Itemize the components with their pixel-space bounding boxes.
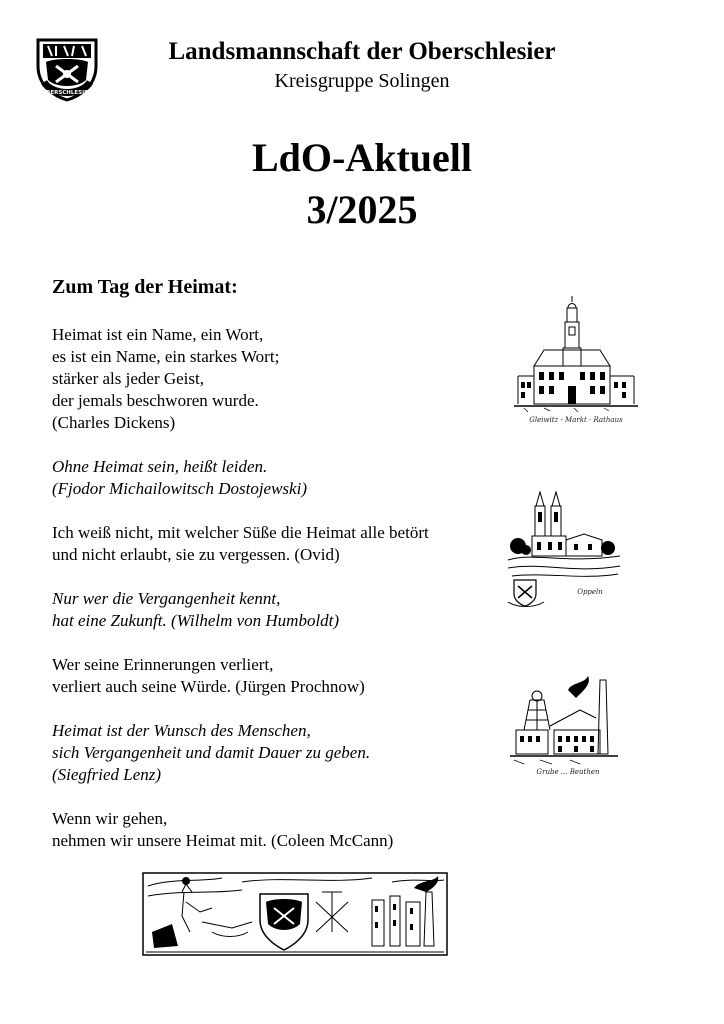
quote-line: es ist ein Name, ein starkes Wort; <box>52 347 280 366</box>
town-hall-caption: Gleiwitz - Markt · Rathaus <box>529 416 623 424</box>
quote-line: Heimat ist der Wunsch des Menschen, <box>52 721 311 740</box>
organization-logo <box>34 36 100 102</box>
quote-line: stärker als jeder Geist, <box>52 369 204 388</box>
coal-mine-illustration <box>510 670 618 778</box>
quote-line: Heimat ist ein Name, ein Wort, <box>52 325 264 344</box>
quote-line: Nur wer die Vergangenheit kennt, <box>52 589 281 608</box>
heritage-banner-icon <box>142 872 448 956</box>
quote-humboldt <box>52 588 512 632</box>
quote-line: der jemals beschworen wurde. <box>52 391 259 410</box>
heritage-banner-illustration <box>142 872 448 956</box>
quote-line: sich Vergangenheit und damit Dauer zu geben. <box>52 743 371 762</box>
quote-lenz <box>52 720 512 786</box>
quote-dostojewski <box>52 456 512 500</box>
cathedral-icon <box>504 490 622 610</box>
organization-name: Landsmannschaft der Oberschlesier <box>168 38 556 65</box>
coal-mine-caption: Grube ... Beuthen <box>536 768 600 776</box>
quote-dickens <box>52 324 512 434</box>
logo-text: OBERSCHLESIEN <box>41 90 93 96</box>
quote-line: Ohne Heimat sein, heißt leiden. <box>52 457 268 476</box>
coal-mine-icon <box>510 670 618 778</box>
quote-line: Wenn wir gehen, <box>52 809 168 828</box>
quote-line: Ich weiß nicht, mit welcher Süße die Heimat alle betört <box>52 523 429 542</box>
quote-mccann <box>52 808 512 852</box>
quote-line: und nicht erlaubt, sie zu vergessen. (Ovid) <box>52 545 340 564</box>
cathedral-illustration <box>504 490 622 610</box>
group-name: Kreisgruppe Solingen <box>274 70 450 92</box>
town-hall-illustration <box>514 294 638 426</box>
town-hall-icon <box>514 294 638 426</box>
newsletter-title: LdO-Aktuell <box>251 135 473 180</box>
quotes-list <box>52 324 512 874</box>
issue-number: 3/2025 <box>306 187 418 232</box>
quote-line: Wer seine Erinnerungen verliert, <box>52 655 274 674</box>
quote-line: verliert auch seine Würde. (Jürgen Prochnow) <box>52 677 365 696</box>
shield-emblem-icon <box>34 36 100 102</box>
quote-ovid <box>52 522 512 566</box>
quote-line: (Charles Dickens) <box>52 413 176 432</box>
cathedral-caption: Oppeln <box>577 588 603 596</box>
quote-prochnow <box>52 654 512 698</box>
quote-line: (Fjodor Michailowitsch Dostojewski) <box>52 479 307 498</box>
quote-line: (Siegfried Lenz) <box>52 765 162 784</box>
quote-line: nehmen wir unsere Heimat mit. (Coleen McCann) <box>52 831 394 850</box>
section-title: Zum Tag der Heimat: <box>52 276 238 298</box>
quote-line: hat eine Zukunft. (Wilhelm von Humboldt) <box>52 611 340 630</box>
